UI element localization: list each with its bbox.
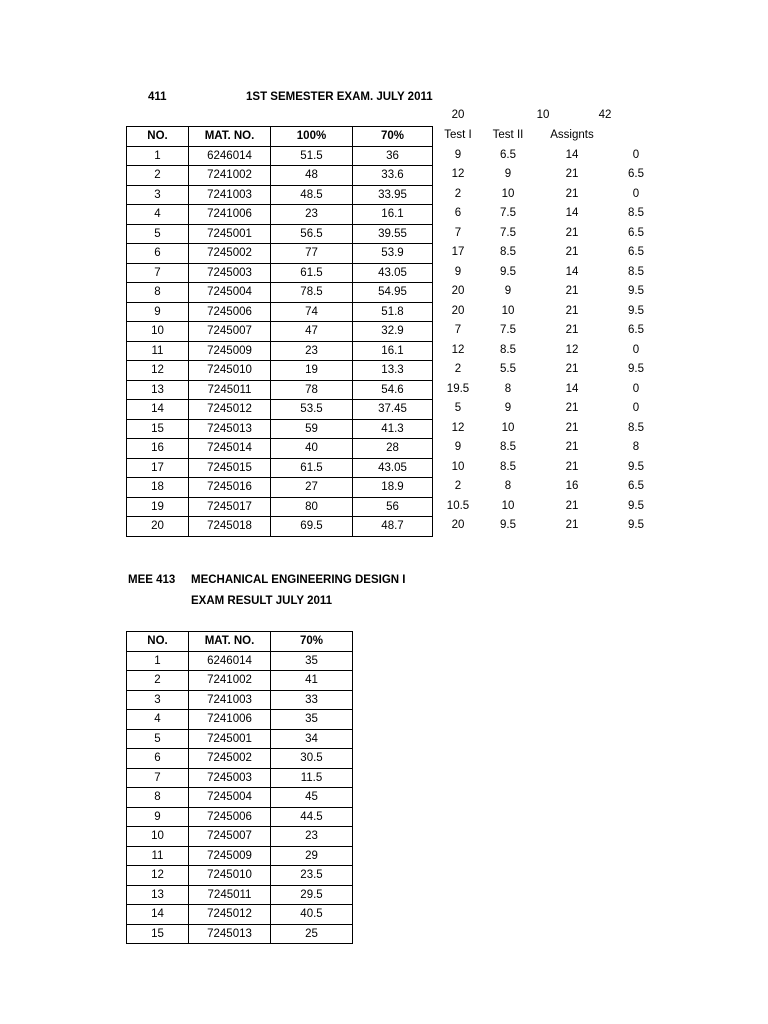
- no-cell: 14: [127, 400, 189, 420]
- table-row: [127, 341, 433, 361]
- score-70-cell: 33: [271, 690, 353, 710]
- mat-no-cell: 7245001: [189, 729, 271, 749]
- assignments-cell: 16: [565, 480, 579, 493]
- table-row: [127, 827, 353, 847]
- extra-cell: 0: [632, 343, 640, 356]
- header-score-70-cell: 70%: [271, 632, 353, 652]
- table-row: [127, 690, 353, 710]
- extra-cell: 9.5: [628, 363, 644, 376]
- score-100-cell: 59: [271, 419, 353, 439]
- table-row: [436, 360, 664, 380]
- assignments-cell: 14: [565, 382, 579, 395]
- test2-cell: 9.5: [500, 265, 516, 278]
- extra-cell: 9.5: [628, 460, 644, 473]
- table-row: [127, 846, 353, 866]
- extra-cell: 9.5: [628, 519, 644, 532]
- score-70-cell: 36: [353, 146, 433, 166]
- mat-no-cell: 7245006: [189, 807, 271, 827]
- score-70-cell: 23.5: [271, 866, 353, 886]
- extra-cell: 6.5: [628, 480, 644, 493]
- score-70-cell: 41: [271, 671, 353, 691]
- test1-cell: 20: [451, 285, 465, 298]
- test1-cell: 10.5: [446, 499, 470, 512]
- table-row: [436, 380, 664, 400]
- test2-cell: 6.5: [500, 148, 516, 161]
- test1-cell: 5: [454, 402, 462, 415]
- header-assignments-cell: Assignts: [550, 129, 594, 142]
- no-cell: 17: [127, 458, 189, 478]
- test2-cell: 9.5: [500, 519, 516, 532]
- score-100-cell: 53.5: [271, 400, 353, 420]
- mat-no-cell: 7241003: [189, 690, 271, 710]
- score-70-cell: 30.5: [271, 749, 353, 769]
- score-70-cell: 35: [271, 710, 353, 730]
- table-row: [436, 516, 664, 536]
- assignments-cell: 21: [565, 324, 579, 337]
- table-row: [436, 224, 664, 244]
- table-row: [127, 807, 353, 827]
- score-70-cell: 16.1: [353, 205, 433, 225]
- mat-no-cell: 7245009: [189, 341, 271, 361]
- score-100-cell: 77: [271, 244, 353, 264]
- table-row: [436, 321, 664, 341]
- table-row: [436, 419, 664, 439]
- extra-cell: 0: [632, 382, 640, 395]
- mat-no-cell: 6246014: [189, 651, 271, 671]
- test2-cell: 8.5: [500, 460, 516, 473]
- score-70-cell: 23: [271, 827, 353, 847]
- no-cell: 11: [127, 846, 189, 866]
- mat-no-cell: 6246014: [189, 146, 271, 166]
- no-cell: 2: [127, 166, 189, 186]
- no-cell: 15: [127, 419, 189, 439]
- score-100-cell: 23: [271, 341, 353, 361]
- test2-cell: 8.5: [500, 246, 516, 259]
- test2-cell: 10: [501, 187, 515, 200]
- score-70-cell: 25: [271, 924, 353, 944]
- extra-cell: 0: [632, 187, 640, 200]
- table-row: [436, 302, 664, 322]
- table-row: [436, 204, 664, 224]
- header-extra-cell: [608, 126, 664, 146]
- mat-no-cell: 7245018: [189, 517, 271, 537]
- mat-no-cell: 7241006: [189, 205, 271, 225]
- table-row: [127, 478, 433, 498]
- no-cell: 3: [127, 185, 189, 205]
- table-row: [127, 788, 353, 808]
- assignments-cell: 12: [565, 343, 579, 356]
- table-row: [127, 244, 433, 264]
- mat-no-cell: 7245016: [189, 478, 271, 498]
- table-row: [127, 517, 433, 537]
- assignments-cell: 21: [565, 168, 579, 181]
- mat-no-cell: 7245002: [189, 244, 271, 264]
- mat-no-cell: 7245004: [189, 283, 271, 303]
- test1-cell: 7: [454, 324, 462, 337]
- no-cell: 19: [127, 497, 189, 517]
- table-row: [127, 302, 433, 322]
- table-row: [127, 710, 353, 730]
- score-70-cell: 45: [271, 788, 353, 808]
- test2-cell: 9: [504, 402, 512, 415]
- extra-cell: 6.5: [628, 324, 644, 337]
- header-mat-no-cell: MAT. NO.: [189, 127, 271, 147]
- course-title: MECHANICAL ENGINEERING DESIGN I: [191, 574, 406, 586]
- table-header: [127, 632, 353, 652]
- no-cell: 10: [127, 322, 189, 342]
- table-row: [127, 768, 353, 788]
- table-row: [127, 263, 433, 283]
- extra-cell: 6.5: [628, 246, 644, 259]
- table-row: [436, 165, 664, 185]
- score-100-cell: 74: [271, 302, 353, 322]
- weight-assignments: 42: [598, 109, 612, 121]
- extra-cell: 6.5: [628, 226, 644, 239]
- mat-no-cell: 7245002: [189, 749, 271, 769]
- test1-cell: 6: [454, 207, 462, 220]
- mee413-results-table: [126, 631, 353, 944]
- table-row: [127, 146, 433, 166]
- header-test1-cell: Test I: [444, 129, 472, 142]
- score-70-cell: 34: [271, 729, 353, 749]
- test2-cell: 9: [504, 168, 512, 181]
- assignments-cell: 21: [565, 304, 579, 317]
- no-cell: 6: [127, 749, 189, 769]
- score-70-cell: 51.8: [353, 302, 433, 322]
- test2-cell: 7.5: [500, 207, 516, 220]
- no-cell: 5: [127, 729, 189, 749]
- test1-cell: 9: [454, 441, 462, 454]
- table-row: [436, 243, 664, 263]
- no-cell: 9: [127, 302, 189, 322]
- table-row: [127, 419, 433, 439]
- table-row: [127, 439, 433, 459]
- table-row: [127, 380, 433, 400]
- mat-no-cell: 7245012: [189, 905, 271, 925]
- no-cell: 9: [127, 807, 189, 827]
- score-100-cell: 78: [271, 380, 353, 400]
- score-70-cell: 11.5: [271, 768, 353, 788]
- extra-cell: 6.5: [628, 168, 644, 181]
- no-cell: 7: [127, 768, 189, 788]
- score-70-cell: 37.45: [353, 400, 433, 420]
- mat-no-cell: 7245010: [189, 866, 271, 886]
- assignments-cell: 21: [565, 441, 579, 454]
- test1-cell: 7: [454, 226, 462, 239]
- table-row: [436, 477, 664, 497]
- table-row: [127, 924, 353, 944]
- table-row: [127, 361, 433, 381]
- table-row: [436, 185, 664, 205]
- mat-no-cell: 7245014: [189, 439, 271, 459]
- table-header: [127, 127, 433, 147]
- table-row: [127, 400, 433, 420]
- mat-no-cell: 7245003: [189, 768, 271, 788]
- assignments-cell: 21: [565, 226, 579, 239]
- assignments-cell: 21: [565, 421, 579, 434]
- table-row: [127, 497, 433, 517]
- score-70-cell: 33.95: [353, 185, 433, 205]
- test1-cell: 12: [451, 421, 465, 434]
- table-row: [436, 263, 664, 283]
- weight-test1: 20: [451, 109, 465, 121]
- table-row: [127, 166, 433, 186]
- test1-cell: 19.5: [446, 382, 470, 395]
- assignments-cell: 21: [565, 402, 579, 415]
- header-score-70-cell: 70%: [353, 127, 433, 147]
- score-100-cell: 48.5: [271, 185, 353, 205]
- no-cell: 13: [127, 380, 189, 400]
- test1-cell: 2: [454, 363, 462, 376]
- no-cell: 10: [127, 827, 189, 847]
- assignments-cell: 21: [565, 460, 579, 473]
- mat-no-cell: 7245017: [189, 497, 271, 517]
- score-70-cell: 33.6: [353, 166, 433, 186]
- header-no-cell: NO.: [127, 127, 189, 147]
- test1-cell: 9: [454, 265, 462, 278]
- continuous-assessment-columns: [436, 126, 664, 536]
- test1-cell: 17: [451, 246, 465, 259]
- no-cell: 20: [127, 517, 189, 537]
- mat-no-cell: 7241002: [189, 166, 271, 186]
- header-no-cell: NO.: [127, 632, 189, 652]
- score-70-cell: 39.55: [353, 224, 433, 244]
- test1-cell: 12: [451, 168, 465, 181]
- result-title: EXAM RESULT JULY 2011: [191, 595, 333, 607]
- exam-title: 1ST SEMESTER EXAM. JULY 2011: [246, 91, 433, 103]
- table-row: [127, 185, 433, 205]
- table-header: [436, 126, 664, 146]
- score-70-cell: 13.3: [353, 361, 433, 381]
- score-100-cell: 40: [271, 439, 353, 459]
- table-row: [127, 205, 433, 225]
- no-cell: 14: [127, 905, 189, 925]
- weight-test2: 10: [536, 109, 550, 121]
- mat-no-cell: 7245010: [189, 361, 271, 381]
- test2-cell: 8: [504, 480, 512, 493]
- score-100-cell: 48: [271, 166, 353, 186]
- no-cell: 3: [127, 690, 189, 710]
- test2-cell: 9: [504, 285, 512, 298]
- score-70-cell: 32.9: [353, 322, 433, 342]
- extra-cell: 8.5: [628, 265, 644, 278]
- test2-cell: 8.5: [500, 343, 516, 356]
- assignments-cell: 21: [565, 285, 579, 298]
- score-100-cell: 19: [271, 361, 353, 381]
- no-cell: 8: [127, 283, 189, 303]
- table-row: [127, 749, 353, 769]
- table-row: [436, 497, 664, 517]
- score-70-cell: 18.9: [353, 478, 433, 498]
- score-70-cell: 29.5: [271, 885, 353, 905]
- extra-cell: 0: [632, 148, 640, 161]
- table-row: [436, 438, 664, 458]
- course-code-411: 411: [148, 91, 167, 103]
- mat-no-cell: 7245012: [189, 400, 271, 420]
- test2-cell: 10: [501, 421, 515, 434]
- extra-cell: 8.5: [628, 207, 644, 220]
- table-row: [436, 399, 664, 419]
- extra-cell: 0: [632, 402, 640, 415]
- no-cell: 5: [127, 224, 189, 244]
- exam-results-table: [126, 126, 433, 537]
- mat-no-cell: 7245013: [189, 924, 271, 944]
- no-cell: 2: [127, 671, 189, 691]
- table-row: [127, 224, 433, 244]
- score-100-cell: 61.5: [271, 458, 353, 478]
- extra-cell: 9.5: [628, 304, 644, 317]
- table-row: [436, 146, 664, 166]
- score-70-cell: 54.95: [353, 283, 433, 303]
- mat-no-cell: 7241003: [189, 185, 271, 205]
- header-score-100-cell: 100%: [271, 127, 353, 147]
- score-70-cell: 54.6: [353, 380, 433, 400]
- course-code-mee413: MEE 413: [128, 574, 176, 586]
- mat-no-cell: 7245013: [189, 419, 271, 439]
- no-cell: 16: [127, 439, 189, 459]
- score-70-cell: 16.1: [353, 341, 433, 361]
- score-100-cell: 47: [271, 322, 353, 342]
- test1-cell: 2: [454, 187, 462, 200]
- no-cell: 6: [127, 244, 189, 264]
- mat-no-cell: 7245011: [189, 885, 271, 905]
- header-test2-cell: Test II: [492, 129, 524, 142]
- mat-no-cell: 7245015: [189, 458, 271, 478]
- mat-no-cell: 7245009: [189, 846, 271, 866]
- table-row: [127, 651, 353, 671]
- score-100-cell: 61.5: [271, 263, 353, 283]
- test2-cell: 10: [501, 304, 515, 317]
- score-100-cell: 51.5: [271, 146, 353, 166]
- test1-cell: 2: [454, 480, 462, 493]
- test2-cell: 7.5: [500, 324, 516, 337]
- score-100-cell: 78.5: [271, 283, 353, 303]
- test2-cell: 7.5: [500, 226, 516, 239]
- score-70-cell: 41.3: [353, 419, 433, 439]
- assignments-cell: 14: [565, 207, 579, 220]
- score-70-cell: 53.9: [353, 244, 433, 264]
- no-cell: 1: [127, 651, 189, 671]
- score-100-cell: 69.5: [271, 517, 353, 537]
- no-cell: 4: [127, 710, 189, 730]
- score-70-cell: 28: [353, 439, 433, 459]
- test1-cell: 9: [454, 148, 462, 161]
- no-cell: 15: [127, 924, 189, 944]
- score-70-cell: 29: [271, 846, 353, 866]
- extra-cell: 9.5: [628, 499, 644, 512]
- assignments-cell: 21: [565, 246, 579, 259]
- table-row: [127, 283, 433, 303]
- score-70-cell: 44.5: [271, 807, 353, 827]
- assignments-cell: 21: [565, 187, 579, 200]
- mat-no-cell: 7245006: [189, 302, 271, 322]
- test2-cell: 10: [501, 499, 515, 512]
- score-70-cell: 48.7: [353, 517, 433, 537]
- table-row: [127, 885, 353, 905]
- table-row: [127, 458, 433, 478]
- mat-no-cell: 7245003: [189, 263, 271, 283]
- no-cell: 18: [127, 478, 189, 498]
- mat-no-cell: 7245011: [189, 380, 271, 400]
- score-70-cell: 43.05: [353, 458, 433, 478]
- table-row: [127, 322, 433, 342]
- score-100-cell: 56.5: [271, 224, 353, 244]
- mat-no-cell: 7241006: [189, 710, 271, 730]
- test1-cell: 20: [451, 304, 465, 317]
- test1-cell: 10: [451, 460, 465, 473]
- extra-cell: 9.5: [628, 285, 644, 298]
- no-cell: 8: [127, 788, 189, 808]
- mat-no-cell: 7245007: [189, 827, 271, 847]
- mat-no-cell: 7241002: [189, 671, 271, 691]
- test2-cell: 8.5: [500, 441, 516, 454]
- assignments-cell: 21: [565, 519, 579, 532]
- score-100-cell: 27: [271, 478, 353, 498]
- table-row: [436, 341, 664, 361]
- table-row: [436, 458, 664, 478]
- score-70-cell: 56: [353, 497, 433, 517]
- test2-cell: 5.5: [500, 363, 516, 376]
- no-cell: 13: [127, 885, 189, 905]
- test2-cell: 8: [504, 382, 512, 395]
- no-cell: 4: [127, 205, 189, 225]
- table-row: [127, 671, 353, 691]
- no-cell: 12: [127, 361, 189, 381]
- score-100-cell: 80: [271, 497, 353, 517]
- extra-cell: 8.5: [628, 421, 644, 434]
- assignments-cell: 14: [565, 148, 579, 161]
- no-cell: 12: [127, 866, 189, 886]
- assignments-cell: 21: [565, 363, 579, 376]
- score-100-cell: 23: [271, 205, 353, 225]
- no-cell: 1: [127, 146, 189, 166]
- score-70-cell: 35: [271, 651, 353, 671]
- test1-cell: 20: [451, 519, 465, 532]
- extra-cell: 8: [632, 441, 640, 454]
- assignments-cell: 21: [565, 499, 579, 512]
- table-row: [436, 282, 664, 302]
- table-row: [127, 729, 353, 749]
- header-mat-no-cell: MAT. NO.: [189, 632, 271, 652]
- table-row: [127, 905, 353, 925]
- mat-no-cell: 7245001: [189, 224, 271, 244]
- test1-cell: 12: [451, 343, 465, 356]
- assignments-cell: 14: [565, 265, 579, 278]
- mat-no-cell: 7245007: [189, 322, 271, 342]
- score-70-cell: 40.5: [271, 905, 353, 925]
- no-cell: 7: [127, 263, 189, 283]
- score-70-cell: 43.05: [353, 263, 433, 283]
- no-cell: 11: [127, 341, 189, 361]
- mat-no-cell: 7245004: [189, 788, 271, 808]
- table-row: [127, 866, 353, 886]
